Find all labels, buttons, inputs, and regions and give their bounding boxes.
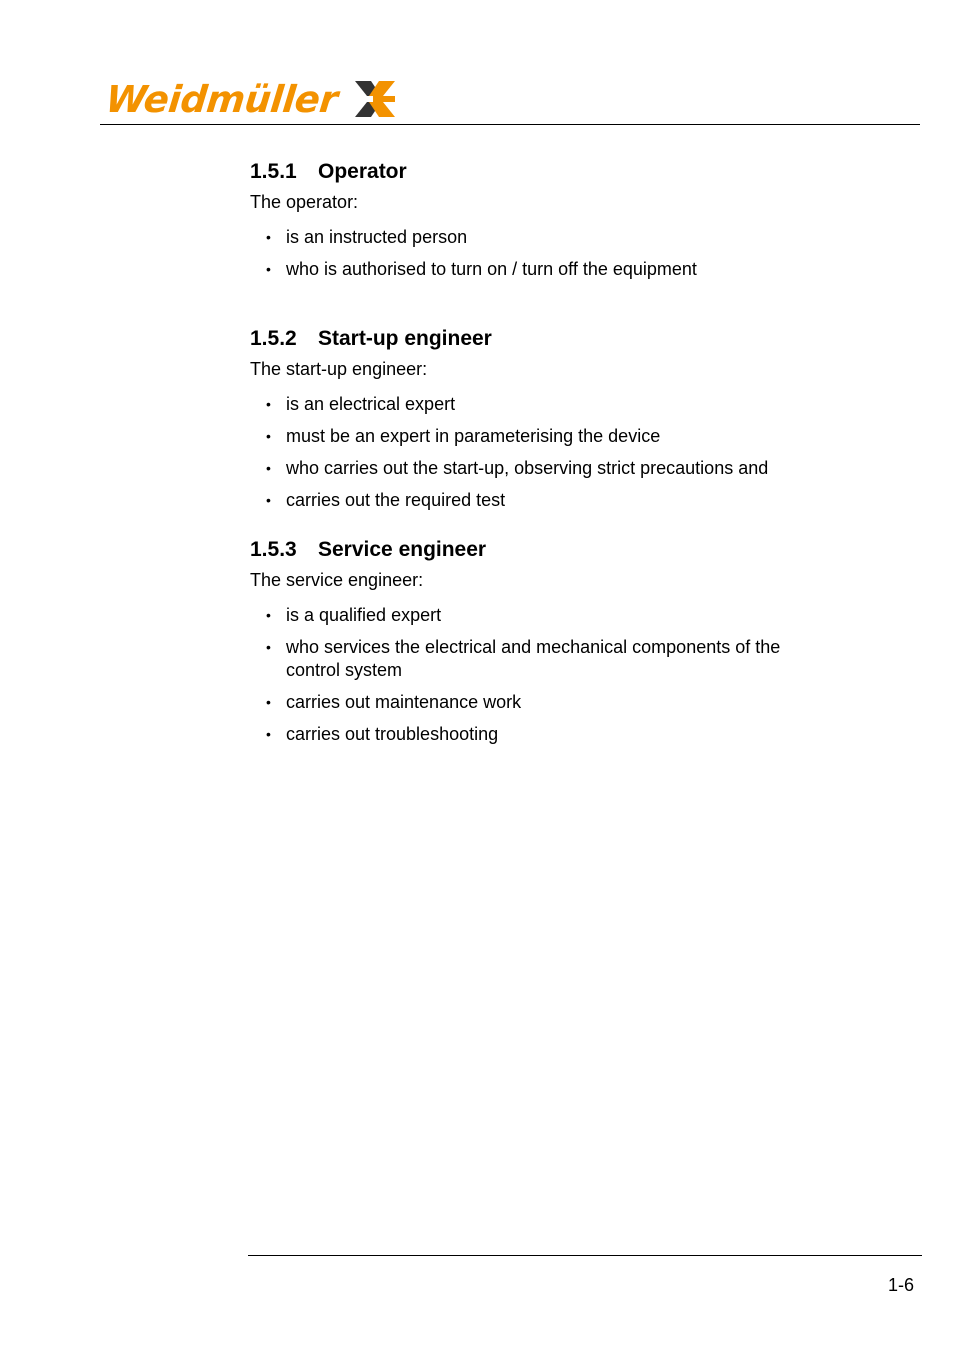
- weidmueller-cross-mark-icon: [353, 78, 397, 120]
- section-number: 1.5.3: [250, 538, 297, 561]
- section-title: Start-up engineer: [318, 327, 492, 350]
- bullet-list: [250, 393, 850, 512]
- bullet-list: [250, 604, 850, 746]
- section-start-up-engineer: [250, 324, 850, 535]
- list-item: • who services the electrical and mechanical components of the control system: [266, 636, 826, 682]
- bullet-list: [250, 226, 850, 281]
- section-heading: [250, 324, 850, 354]
- page-number: 1-6: [887, 1275, 914, 1295]
- section-operator: [250, 157, 850, 324]
- list-item: • who carries out the start-up, observing strict precautions and: [266, 457, 850, 480]
- section-number: 1.5.2: [250, 327, 297, 350]
- list-item: • carries out the required test: [266, 489, 850, 512]
- section-service-engineer: [250, 535, 850, 746]
- list-item: • must be an expert in parameterising the device: [266, 425, 850, 448]
- list-item: • is a qualified expert: [266, 604, 850, 627]
- list-item: • is an electrical expert: [266, 393, 850, 416]
- document-body: [250, 157, 850, 746]
- list-item: • carries out maintenance work: [266, 691, 850, 714]
- section-title: Service engineer: [318, 538, 487, 561]
- section-intro: The start-up engineer:: [250, 359, 428, 379]
- section-heading: [250, 535, 850, 565]
- list-item: • is an instructed person: [266, 226, 850, 249]
- section-intro: The service engineer:: [250, 570, 424, 590]
- brand-logo: [103, 74, 397, 121]
- section-heading: [250, 157, 850, 187]
- footer-divider: [248, 1255, 922, 1256]
- section-number: 1.5.1: [250, 160, 297, 183]
- list-item: • carries out troubleshooting: [266, 723, 850, 746]
- section-title: Operator: [318, 160, 407, 183]
- brand-name: Weidmüller: [103, 78, 340, 121]
- header-divider: [100, 124, 920, 125]
- list-item: • who is authorised to turn on / turn off the equipment: [266, 258, 850, 281]
- section-intro: The operator:: [250, 192, 359, 212]
